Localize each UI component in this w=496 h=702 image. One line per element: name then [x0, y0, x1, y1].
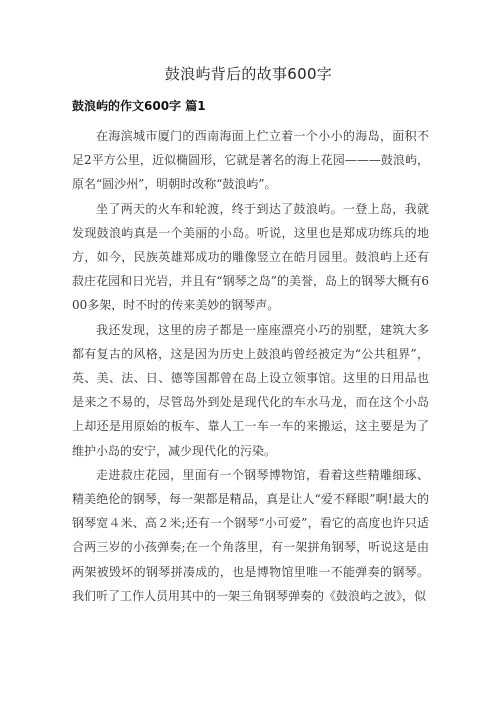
- paragraph: 坐了两天的火车和轮渡，终于到达了鼓浪屿。一登上岛，我就发现鼓浪屿真是一个美丽的小岛。听说，这里也是郑成功练兵的地方，如今，民族英雄郑成功的雕像竖立在皓月园里。鼓浪屿上还有菽庄花园和日光岩，并且有“钢琴之岛”的美誉，岛上的钢琴大概有600多架，时不时的传来美妙的钢琴声。: [72, 201, 429, 313]
- paragraph: 在海滨城市厦门的西南海面上伫立着一个小小的海岛，面积不足2平方公里，近似椭圆形，它就是著名的海上花园———鼓浪屿，原名“圆沙州”，明朝时改称“鼓浪屿”。: [72, 129, 429, 192]
- section-heading: 鼓浪屿的作文600字 篇1: [72, 99, 206, 113]
- document-body: [62, 124, 435, 608]
- paragraph: 我还发现，这里的房子都是一座座漂亮小巧的别墅，建筑大多都有复古的风格，这是因为历史上鼓浪屿曾经被定为“公共租界”，英、美、法、日、德等国都曾在岛上设立领事馆。这里的日用品也是来之不易的，尽管岛外到处是现代化的车水马龙，而在这个小岛上却还是用原始的板车、靠人工一车一车的来搬运，这主要是为了维护小岛的安宁，减少现代化的污染。: [72, 322, 429, 458]
- paragraph: 走进菽庄花园，里面有一个钢琴博物馆，看着这些精雕细琢、精美绝伦的钢琴，每一架都是精品，真是让人“爱不释眼”啊!最大的钢琴宽４米、高２米;还有一个钢琴“小可爱”，看它的高度也许只适合两三岁的小孩弹奏;在一个角落里，有一架拼角钢琴，听说这是由两架被毁坏的钢琴拼凑成的，也是博物馆里唯一不能弹奏的钢琴。我们听了工作人员用其中的一架三角钢琴弹奏的《鼓浪屿之波》，似: [72, 467, 429, 603]
- document-title: 鼓浪屿背后的故事600字: [164, 65, 333, 83]
